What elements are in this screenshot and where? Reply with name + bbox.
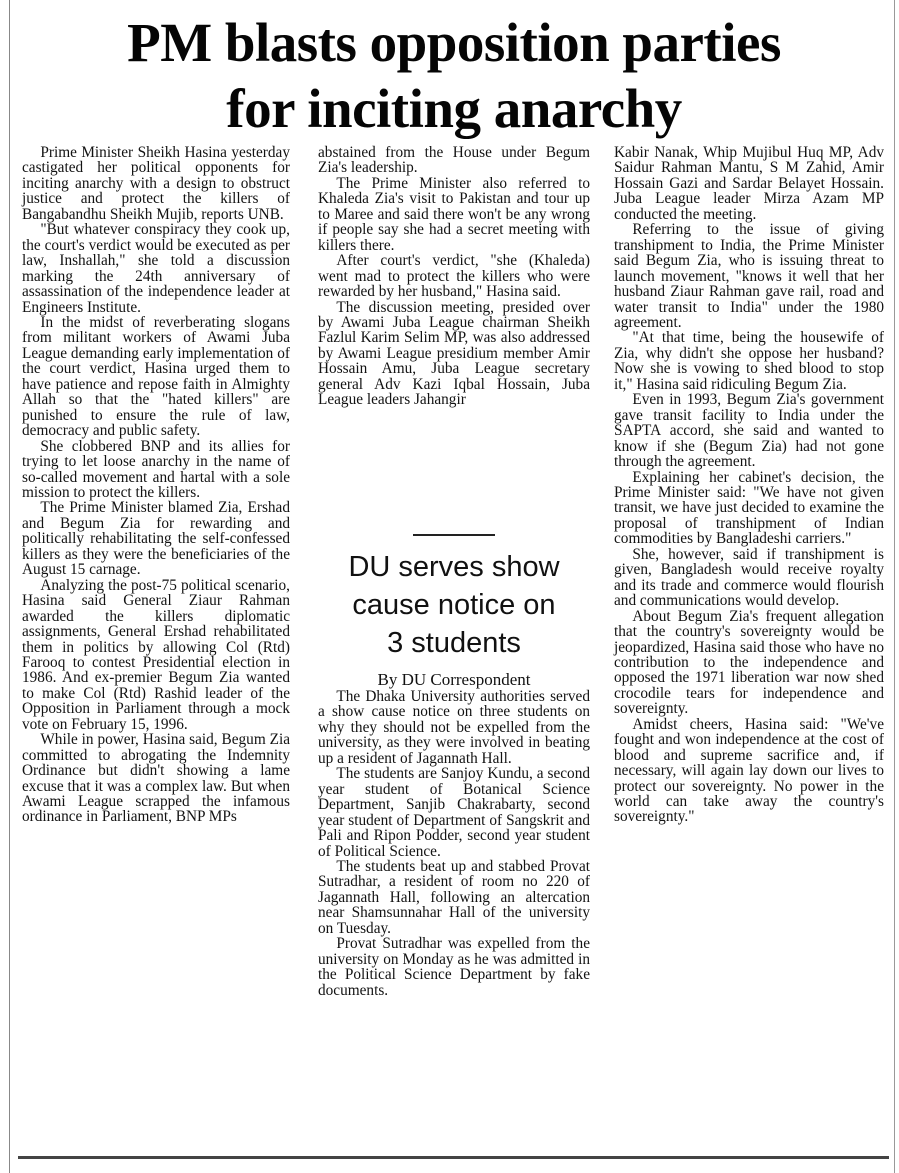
paragraph: She clobbered BNP and its allies for trying to let loose anarchy in the name of so-called movement and hartal with a sole mission to protect the killers. [22,437,290,501]
paragraph: Referring to the issue of giving transhipment to India, the Prime Minister said Begum Zia, who is issuing threat to launch movement, "knows it well that her husband Ziaur Rahman gave rail, road and water transit to India" under the 1980 agreement. [614,221,884,331]
main-headline-line-1: PM blasts opposition parties [127,12,781,73]
paragraph: While in power, Hasina said, Begum Zia committed to abrogating the Indemnity Ordinance but didn't showing a lame excuse that it was a complex law. But when Awami League scrapped the infamous ordinance in Parliament, BNP MPs [22,731,290,826]
paragraph: Provat Sutradhar was expelled from the university on Monday as he was admitted in the Political Science Department by fake documents. [318,935,590,999]
paragraph: About Begum Zia's frequent allegation that the country's sovereignty would be jeopardized, Hasina said those who have no contribution to the independence and opposed the 1971 liberation war now shed crocodile tears for independence and sovereignty. [614,607,884,718]
bottom-rule [18,1156,889,1159]
inset-headline [318,548,590,662]
inset-story-header [318,534,590,690]
inset-headline-line-1: DU serves show [348,551,560,583]
paragraph: "At that time, being the housewife of Zia, why didn't she oppose her husband? Now she is vowing to shed blood to stop it," Hasina said ridiculing Begum Zia. [614,329,884,393]
right-column-rule [894,0,895,1173]
paragraph: The students are Sanjoy Kundu, a second year student of Botanical Science Department, Sanjib Chakrabarty, second year student of Department of Sangskrit and Pali and Ripon Podder, second year student of Political Science. [318,765,590,860]
paragraph: abstained from the House under Begum Zia's leadership. [318,144,590,177]
paragraph: The Prime Minister blamed Zia, Ershad and Begum Zia for rewarding and politically rehabilitating the self-confessed killers as they were the beneficiaries of the August 15 carnage. [22,499,290,579]
byline: By DU Correspondent [377,670,531,689]
paragraph: Analyzing the post-75 political scenario, Hasina said General Ziaur Rahman awarded the killers diplomatic assignments, General Ershad rehabilitated them in politics by allowing Col (Rtd) Farooq to contest Presidential election in 1986. And ex-premier Begum Zia wanted to make Col (Rtd) Rashid leader of the Opposition in Parliament through a mock vote on February 15, 1996. [22,576,290,733]
paragraph: Kabir Nanak, Whip Mujibul Huq MP, Adv Saidur Rahman Mantu, S M Zahid, Amir Hossain Gazi and Sardar Belayet Hossain. Juba League leader Mirza Azam MP conducted the meeting. [614,144,884,223]
paragraph: The discussion meeting, presided over by Awami Juba League chairman Sheikh Fazlul Karim Selim MP, was also addressed by Awami League presidium member Amir Hossain Amu, Juba League secretary general Adv Kazi Iqbal Hossain, Juba League leaders Jahangir [318,298,590,409]
inset-headline-line-2: cause notice on [352,589,556,621]
paragraph: Explaining her cabinet's decision, the Prime Minister said: "We have not given transit, we have just decided to examine the proposal of transhipment of Indian commodities by Bangladeshi carriers." [614,468,884,548]
article-column-2 [318,145,590,408]
paragraph: She, however, said if transhipment is given, Bangladesh would receive royalty and its trade and commerce would flourish and communications would develop. [614,545,884,610]
main-headline-line-2: for inciting anarchy [226,78,682,139]
paragraph: After court's verdict, "she (Khaleda) went mad to protect the killers who were rewarded by her husband," Hasina said. [318,252,590,301]
paragraph: "But whatever conspiracy they cook up, the court's verdict would be executed as per law, Inshallah," she told a discussion marking the 24th anniversary of assassination of the independence leader at Engineers Institute. [22,221,290,316]
article-column-3 [614,145,884,825]
paragraph: The Prime Minister also referred to Khaleda Zia's visit to Pakistan and tour up to Maree and said there won't be any wrong if people say she had a secret meeting with killers there. [318,174,590,254]
paragraph: Even in 1993, Begum Zia's government gave transit facility to India under the SAPTA accord, she said and wanted to know if she (Begum Zia) had not gone through the agreement. [614,391,884,471]
paragraph: The students beat up and stabbed Provat Sutradhar, a resident of room no 220 of Jagannath Hall, following an altercation near Shamsunnahar Hall of the university on Tuesday. [318,857,590,937]
left-column-rule [9,0,10,1173]
inset-story-body [318,689,590,998]
paragraph: Amidst cheers, Hasina said: "We've fought and won independence at the cost of blood and supreme sacrifice and, if necessary, will again lay down our lives to protect our sovereignty. No power in the world can take away the country's sovereignty." [614,715,884,826]
paragraph: In the midst of reverberating slogans from militant workers of Awami Juba League demanding early implementation of the court verdict, Hasina urged them to have patience and repose faith in Almighty Allah so that the "hated killers" are punished to ensure the rule of law, democracy and public safety. [22,313,290,440]
inset-headline-line-3: 3 students [387,627,521,659]
article-column-1 [22,145,290,825]
paragraph: The Dhaka University authorities served a show cause notice on three students on why they should not be expelled from the university, as they were involved in beating up a resident of Jagannath Hall. [318,688,590,767]
inset-divider [413,534,495,536]
paragraph: Prime Minister Sheikh Hasina yesterday castigated her political opponents for inciting anarchy with a design to obstruct justice and protect the killers of Bangabandhu Sheikh Mujib, reports UNB. [22,144,290,223]
